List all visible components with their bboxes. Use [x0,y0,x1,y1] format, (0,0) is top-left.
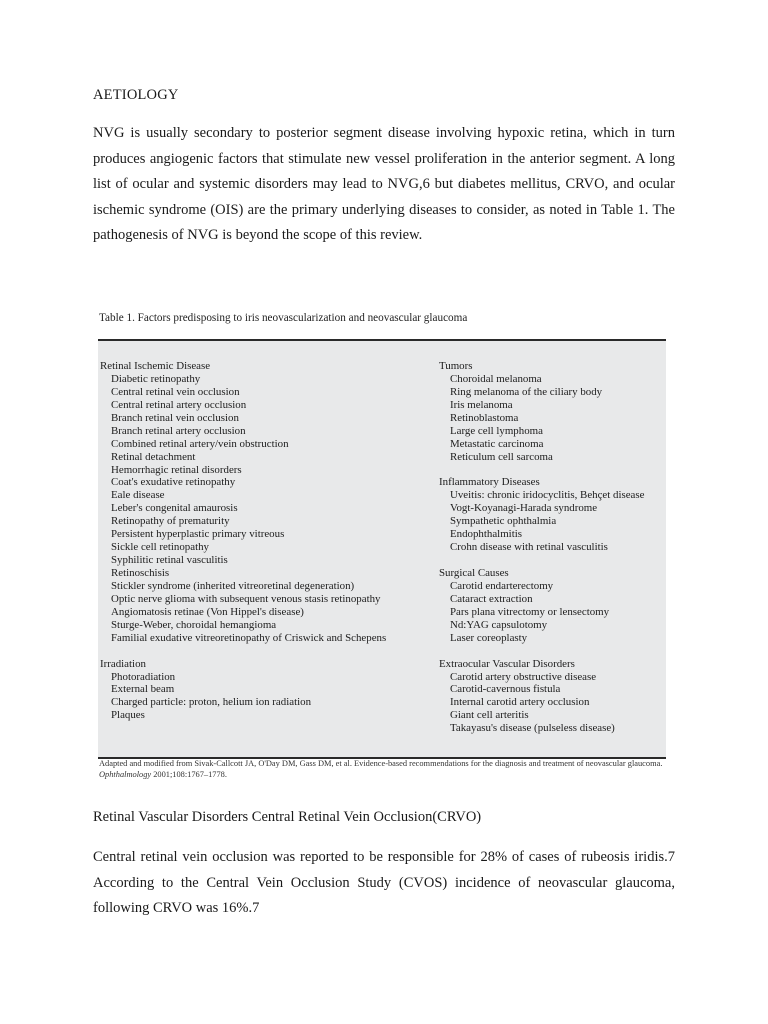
group-item: Reticulum cell sarcoma [450,450,553,463]
group-title: Tumors [439,360,473,372]
group-item: External beam [111,683,175,696]
table-caption: Table 1. Factors predisposing to iris neovascularization and neovascular glaucoma [99,312,468,324]
group-item: Optic nerve glioma with subsequent venous stasis retinopathy [111,592,381,605]
group-item: Photoradiation [111,670,176,683]
group-title: Irradiation [100,657,146,670]
group-title: Extraocular Vascular Disorders [439,657,575,670]
group-item: Branch retinal vein occlusion [111,411,239,424]
table-left-column [100,360,386,722]
group-item: Uveitis: chronic iridocyclitis, Behçet disease [450,489,645,502]
table-body [98,339,666,759]
group-title: Retinal Ischemic Disease [100,360,211,372]
group-item: Combined retinal artery/vein obstruction [111,437,289,450]
group-item: Syphilitic retinal vasculitis [111,554,228,567]
group-item: Large cell lymphoma [450,424,543,437]
table-figure [97,308,669,782]
group-item: Retinoblastoma [450,411,519,424]
group-item: Iris melanoma [450,398,513,411]
group-item: Retinoschisis [111,567,170,579]
footnote-text: Adapted and modified from Sivak-Callcott JA, O'Day DM, Gass DM, et al. Evidence-based recommendations for the diagnosis and treatment of neovascular glaucoma. [99,759,663,768]
group-spacer [439,554,644,567]
group-item: Ring melanoma of the ciliary body [450,385,603,398]
table-footnote [99,759,667,780]
group-item: Sturge-Weber, choroidal hemangioma [111,618,277,631]
group-title: Surgical Causes [439,567,509,579]
crvo-paragraph: Central retinal vein occlusion was reported to be responsible for 28% of cases of rubeosis iridis.7 According to the Central Vein Occlusion Study (CVOS) incidence of neovascular glaucoma, following CRVO was 16%.7 [93,849,675,916]
group-item: Central retinal vein occlusion [111,385,240,398]
group-item: Retinopathy of prematurity [111,515,230,528]
group-item: Cataract extraction [450,592,533,605]
footnote-citation: 2001;108:1767–1778. [151,769,227,779]
group-item: Vogt-Koyanagi-Harada syndrome [450,502,598,515]
group-item: Carotid artery obstructive disease [450,670,597,683]
group-item: Diabetic retinopathy [111,372,201,385]
group-item: Crohn disease with retinal vasculitis [450,541,608,554]
group-title: Inflammatory Diseases [439,476,540,489]
footnote-journal: Ophthalmology [99,769,152,779]
group-item: Branch retinal artery occlusion [111,424,246,437]
group-item: Pars plana vitrectomy or lensectomy [450,605,610,618]
group-item: Carotid-cavernous fistula [450,683,561,696]
group-spacer [100,645,386,658]
group-item: Metastatic carcinoma [450,437,544,450]
table-right-column [439,360,644,735]
group-item: Leber's congenital amaurosis [111,502,238,515]
group-item: Hemorrhagic retinal disorders [111,463,242,476]
group-item: Endophthalmitis [450,528,522,541]
group-item: Choroidal melanoma [450,372,542,385]
aetiology-paragraph: NVG is usually secondary to posterior segment disease involving hypoxic retina, which in turn produces angiogenic factors that stimulate new vessel proliferation in the anterior segment. A long list of ocular and systemic disorders may lead to NVG,6 but diabetes mellitus, CRVO, and ocular ischemic syndrome (OIS) are the primary underlying diseases to consider, as noted in Table 1. The pathogenesis of NVG is beyond the scope of this review. [93,125,675,243]
group-item: Retinal detachment [111,450,196,463]
group-item: Eale disease [111,489,165,502]
group-item: Persistent hyperplastic primary vitreous [111,528,285,541]
group-item: Nd:YAG capsulotomy [450,618,548,631]
group-item: Takayasu's disease (pulseless disease) [450,722,615,735]
group-item: Familial exudative vitreoretinopathy of Criswick and Schepens [111,631,387,644]
group-item: Giant cell arteritis [450,709,529,722]
group-item: Internal carotid artery occlusion [450,696,590,709]
group-item: Sympathetic ophthalmia [450,515,557,528]
group-item: Carotid endarterectomy [450,579,554,592]
group-item: Coat's exudative retinopathy [111,476,236,489]
group-spacer [439,464,644,477]
group-item: Angiomatosis retinae (Von Hippel's disease) [111,605,304,618]
section-heading: AETIOLOGY [93,87,179,103]
group-item: Plaques [111,709,145,722]
group-item: Charged particle: proton, helium ion radiation [111,696,312,709]
group-item: Stickler syndrome (inherited vitreoretinal degeneration) [111,579,355,592]
group-item: Central retinal artery occlusion [111,398,247,411]
group-item: Laser coreoplasty [450,631,528,644]
group-item: Sickle cell retinopathy [111,541,209,554]
crvo-subheading: Retinal Vascular Disorders Central Retinal Vein Occlusion(CRVO) [93,809,482,825]
group-spacer [439,645,644,658]
